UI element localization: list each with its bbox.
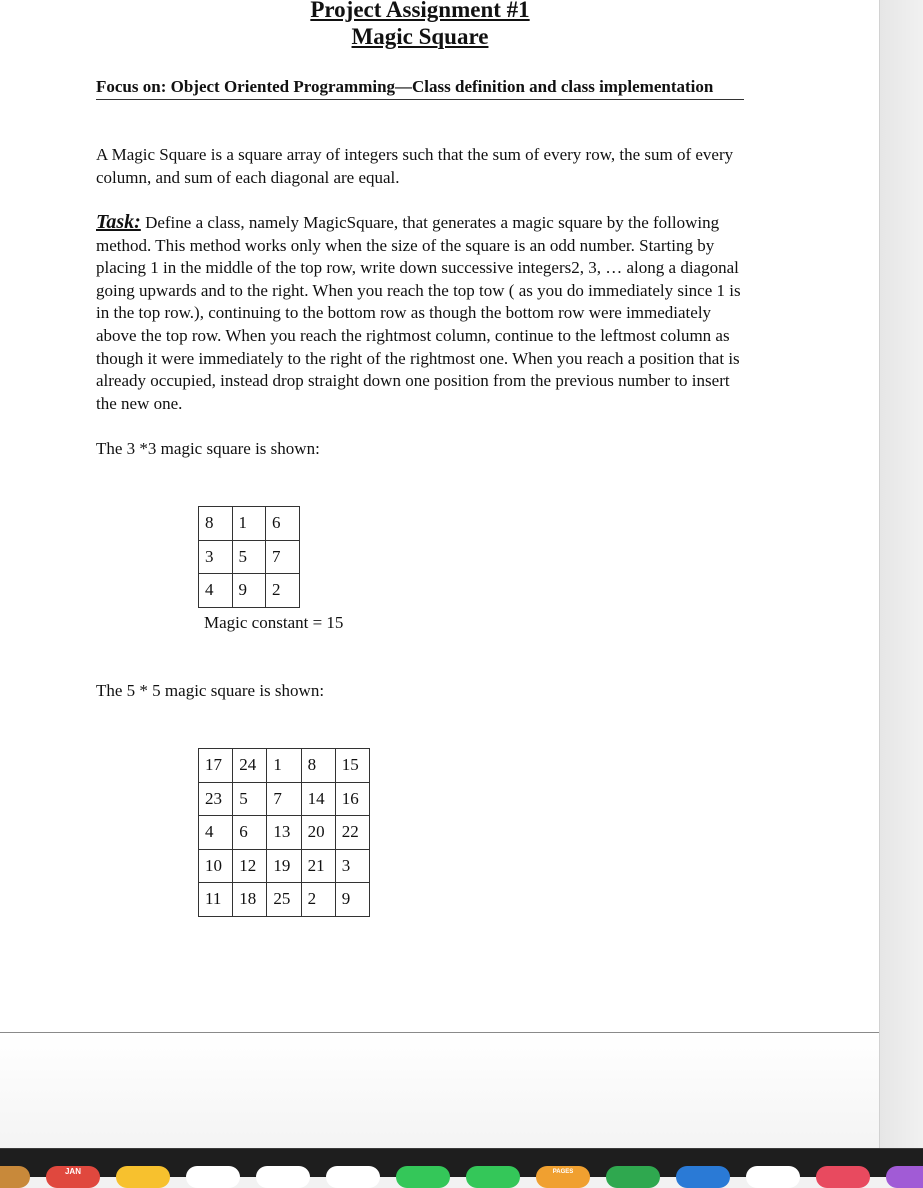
square-cell: 2 [301,883,335,917]
task-label: Task: [96,211,141,233]
square-row [199,749,370,783]
square-row [199,540,300,574]
task-paragraph [96,211,744,415]
square-cell: 9 [232,574,266,608]
square-row [199,883,370,917]
square-cell: 17 [199,749,233,783]
square-cell: 8 [199,507,233,541]
task-text: Define a class, namely MagicSquare, that generates a magic square by the following method. This method works only when the size of the square is an odd number. Starting by placing 1 in the middle of the top row, write down successive integers2, 3, … along a diagonal going upwards and to the right. When you reach the top tow ( as you do immediately since 1 is in the top row.), continuing to the bottom row as though the bottom row were immediately above the top row. When you reach the rightmost column, continue to the leftmost column as though it were immediately to the right of the rightmost one. When you reach a position that is already occupied, instead drop straight down one position from the previous number to insert the new one. [96,213,741,413]
calendar-icon[interactable] [46,1166,100,1188]
square-row [199,507,300,541]
square-row [199,782,370,816]
numbers-icon[interactable] [606,1166,660,1188]
square-row [199,816,370,850]
square-cell: 25 [267,883,301,917]
square-row [199,574,300,608]
square-cell: 24 [233,749,267,783]
square-cell: 6 [266,507,300,541]
photos-icon[interactable] [326,1166,380,1188]
calendar-month-label: JAN [64,1167,81,1176]
square-cell: 7 [266,540,300,574]
square-cell: 7 [267,782,301,816]
square-cell: 10 [199,849,233,883]
messages-icon[interactable] [396,1166,450,1188]
square-cell: 22 [335,816,369,850]
square-cell: 12 [233,849,267,883]
square-cell: 23 [199,782,233,816]
square-cell: 20 [301,816,335,850]
dock [0,1148,923,1177]
square-cell: 1 [267,749,301,783]
square-cell: 13 [267,816,301,850]
contacts-icon[interactable] [746,1166,800,1188]
square-cell: 21 [301,849,335,883]
magic-square-3x3 [198,506,300,608]
square-cell: 6 [233,816,267,850]
page-gap [0,1033,879,1148]
reminders-icon[interactable] [186,1166,240,1188]
focus-heading: Focus on: Object Oriented Programming—Class definition and class implementation [96,75,744,100]
square-cell: 15 [335,749,369,783]
pages-label: PAGES [552,1169,574,1175]
pages-icon[interactable] [536,1166,590,1188]
facetime-icon[interactable] [466,1166,520,1188]
square-cell: 16 [335,782,369,816]
square-cell: 19 [267,849,301,883]
maps-icon[interactable] [256,1166,310,1188]
square-cell: 14 [301,782,335,816]
title-line-2: Magic Square [351,24,489,49]
finder-icon[interactable] [0,1166,30,1188]
intro-paragraph: A Magic Square is a square array of integers such that the sum of every row, the sum of every column, and sum of each diagonal are equal. [96,145,734,187]
magic-square-5x5 [198,748,370,917]
podcasts-icon[interactable] [886,1166,923,1188]
title-line-1: Project Assignment #1 [310,0,530,22]
square-cell: 3 [199,540,233,574]
magic-constant: Magic constant = 15 [204,613,344,632]
square-row [199,849,370,883]
square-cell: 8 [301,749,335,783]
square-cell: 5 [233,782,267,816]
music-icon[interactable] [816,1166,870,1188]
square-cell: 9 [335,883,369,917]
square-cell: 3 [335,849,369,883]
square-cell: 4 [199,574,233,608]
square3-label: The 3 *3 magic square is shown: [96,439,320,458]
square-cell: 4 [199,816,233,850]
square-cell: 2 [266,574,300,608]
keynote-icon[interactable] [676,1166,730,1188]
square5-label: The 5 * 5 magic square is shown: [96,681,325,700]
square-cell: 1 [232,507,266,541]
square-cell: 18 [233,883,267,917]
window-scroll-gutter [879,0,923,1148]
square-cell: 5 [232,540,266,574]
notes-icon[interactable] [116,1166,170,1188]
square-cell: 11 [199,883,233,917]
